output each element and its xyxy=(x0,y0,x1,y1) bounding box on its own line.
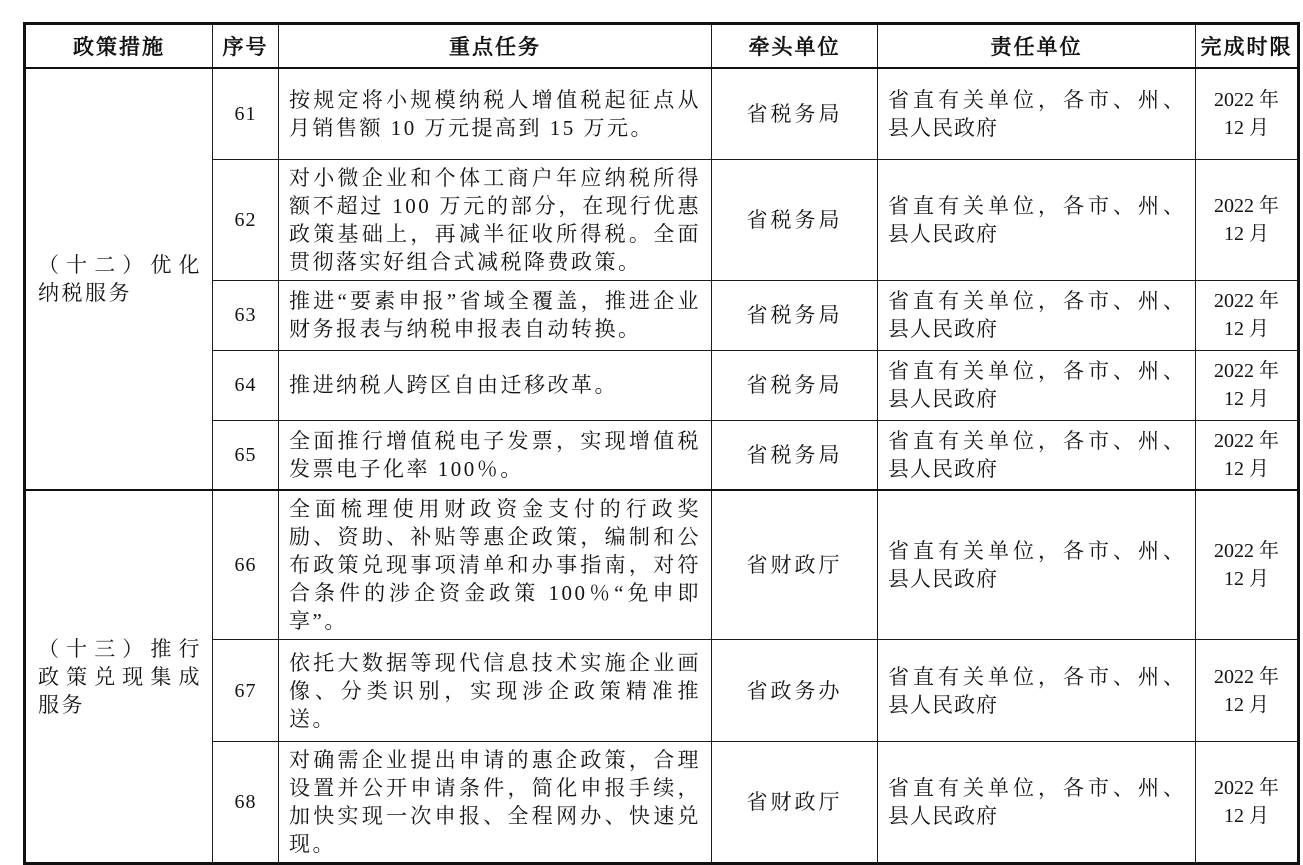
table-row xyxy=(25,420,1299,490)
responsible-line: 县人民政府 xyxy=(888,804,998,828)
task-cell: 全面推行增值税电子发票，实现增值税发票电子化率 100％。 xyxy=(279,420,712,490)
deadline-line: 12 月 xyxy=(1224,568,1269,590)
table-row xyxy=(25,742,1299,864)
serial-cell: 61 xyxy=(213,68,279,159)
header-policy-measure: 政策措施 xyxy=(25,24,213,69)
lead-unit-cell: 省税务局 xyxy=(712,280,878,350)
table-row xyxy=(25,350,1299,420)
responsible-line: 县人民政府 xyxy=(888,567,998,591)
task-cell: 对小微企业和个体工商户年应纳税所得额不超过 100 万元的部分，在现行优惠政策基础上，再减半征收所得税。全面贯彻落实好组合式减税降费政策。 xyxy=(279,159,712,280)
deadline-line: 2022 年 xyxy=(1214,194,1279,217)
deadline-line: 12 月 xyxy=(1224,388,1269,410)
deadline-line: 2022 年 xyxy=(1214,429,1279,452)
header-responsible-unit: 责任单位 xyxy=(878,24,1196,69)
responsible-line: 省直有关单位，各市、州、 xyxy=(888,359,1185,383)
deadline-line: 12 月 xyxy=(1224,693,1269,716)
serial-cell: 65 xyxy=(213,420,279,490)
responsible-line: 省直有关单位，各市、州、 xyxy=(888,87,1185,112)
task-cell: 推进“要素申报”省域全覆盖，推进企业财务报表与纳税申报表自动转换。 xyxy=(279,280,712,350)
responsible-unit-cell xyxy=(878,68,1196,159)
table-row xyxy=(25,490,1299,640)
responsible-line: 县人民政府 xyxy=(888,387,998,411)
lead-unit-cell: 省财政厅 xyxy=(712,742,878,864)
serial-cell: 67 xyxy=(213,640,279,742)
policy-task-table xyxy=(23,22,1300,865)
deadline-line: 2022 年 xyxy=(1214,290,1279,312)
responsible-unit-cell xyxy=(878,350,1196,420)
header-deadline: 完成时限 xyxy=(1196,24,1299,69)
deadline-cell xyxy=(1196,742,1299,864)
header-row xyxy=(25,24,1299,69)
policy-group-13 xyxy=(25,490,1299,864)
responsible-line: 省直有关单位，各市、州、 xyxy=(888,776,1185,800)
serial-cell: 66 xyxy=(213,490,279,640)
deadline-line: 2022 年 xyxy=(1214,540,1279,562)
table-row xyxy=(25,640,1299,742)
policy-measure-cell: （十二）优化纳税服务 xyxy=(25,68,213,490)
responsible-unit-cell xyxy=(878,742,1196,864)
deadline-cell xyxy=(1196,490,1299,640)
header-serial-number: 序号 xyxy=(213,24,279,69)
responsible-line: 县人民政府 xyxy=(888,317,998,341)
deadline-cell xyxy=(1196,159,1299,280)
task-cell: 对确需企业提出申请的惠企政策，合理设置并公开申请条件，简化申报手续，加快实现一次申报、全程网办、快速兑现。 xyxy=(279,742,712,864)
task-cell: 依托大数据等现代信息技术实施企业画像、分类识别，实现涉企政策精准推送。 xyxy=(279,640,712,742)
task-cell: 推进纳税人跨区自由迁移改革。 xyxy=(279,350,712,420)
responsible-unit-cell xyxy=(878,159,1196,280)
responsible-line: 省直有关单位，各市、州、 xyxy=(888,428,1185,453)
responsible-line: 省直有关单位，各市、州、 xyxy=(888,193,1185,218)
header-key-task: 重点任务 xyxy=(279,24,712,69)
policy-group-12 xyxy=(25,68,1299,490)
responsible-unit-cell xyxy=(878,420,1196,490)
lead-unit-cell: 省税务局 xyxy=(712,350,878,420)
deadline-cell xyxy=(1196,640,1299,742)
table-row xyxy=(25,68,1299,159)
deadline-line: 2022 年 xyxy=(1214,360,1279,382)
deadline-line: 12 月 xyxy=(1224,805,1269,827)
responsible-unit-cell xyxy=(878,490,1196,640)
table-header xyxy=(25,24,1299,69)
responsible-line: 县人民政府 xyxy=(888,221,998,246)
table-row xyxy=(25,159,1299,280)
deadline-cell xyxy=(1196,68,1299,159)
responsible-line: 省直有关单位，各市、州、 xyxy=(888,289,1185,313)
serial-cell: 63 xyxy=(213,280,279,350)
responsible-unit-cell xyxy=(878,640,1196,742)
serial-cell: 62 xyxy=(213,159,279,280)
deadline-line: 12 月 xyxy=(1224,318,1269,340)
deadline-cell xyxy=(1196,350,1299,420)
lead-unit-cell: 省税务局 xyxy=(712,159,878,280)
responsible-line: 县人民政府 xyxy=(888,115,998,140)
deadline-line: 12 月 xyxy=(1224,116,1269,139)
lead-unit-cell: 省税务局 xyxy=(712,420,878,490)
deadline-line: 12 月 xyxy=(1224,222,1269,245)
deadline-line: 2022 年 xyxy=(1214,88,1279,111)
deadline-cell xyxy=(1196,420,1299,490)
task-cell: 全面梳理使用财政资金支付的行政奖励、资助、补贴等惠企政策，编制和公布政策兑现事项清单和办事指南，对符合条件的涉企资金政策 100％“免申即享”。 xyxy=(279,490,712,640)
deadline-line: 2022 年 xyxy=(1214,665,1279,688)
lead-unit-cell: 省税务局 xyxy=(712,68,878,159)
deadline-cell xyxy=(1196,280,1299,350)
lead-unit-cell: 省财政厅 xyxy=(712,490,878,640)
responsible-line: 县人民政府 xyxy=(888,692,998,717)
table-row xyxy=(25,280,1299,350)
responsible-line: 县人民政府 xyxy=(888,456,998,481)
responsible-line: 省直有关单位，各市、州、 xyxy=(888,539,1185,563)
deadline-line: 12 月 xyxy=(1224,457,1269,480)
serial-cell: 68 xyxy=(213,742,279,864)
policy-measure-cell: （十三）推行政策兑现集成服务 xyxy=(25,490,213,864)
deadline-line: 2022 年 xyxy=(1214,777,1279,799)
responsible-unit-cell xyxy=(878,280,1196,350)
lead-unit-cell: 省政务办 xyxy=(712,640,878,742)
task-cell: 按规定将小规模纳税人增值税起征点从月销售额 10 万元提高到 15 万元。 xyxy=(279,68,712,159)
responsible-line: 省直有关单位，各市、州、 xyxy=(888,664,1185,689)
header-lead-unit: 牵头单位 xyxy=(712,24,878,69)
serial-cell: 64 xyxy=(213,350,279,420)
